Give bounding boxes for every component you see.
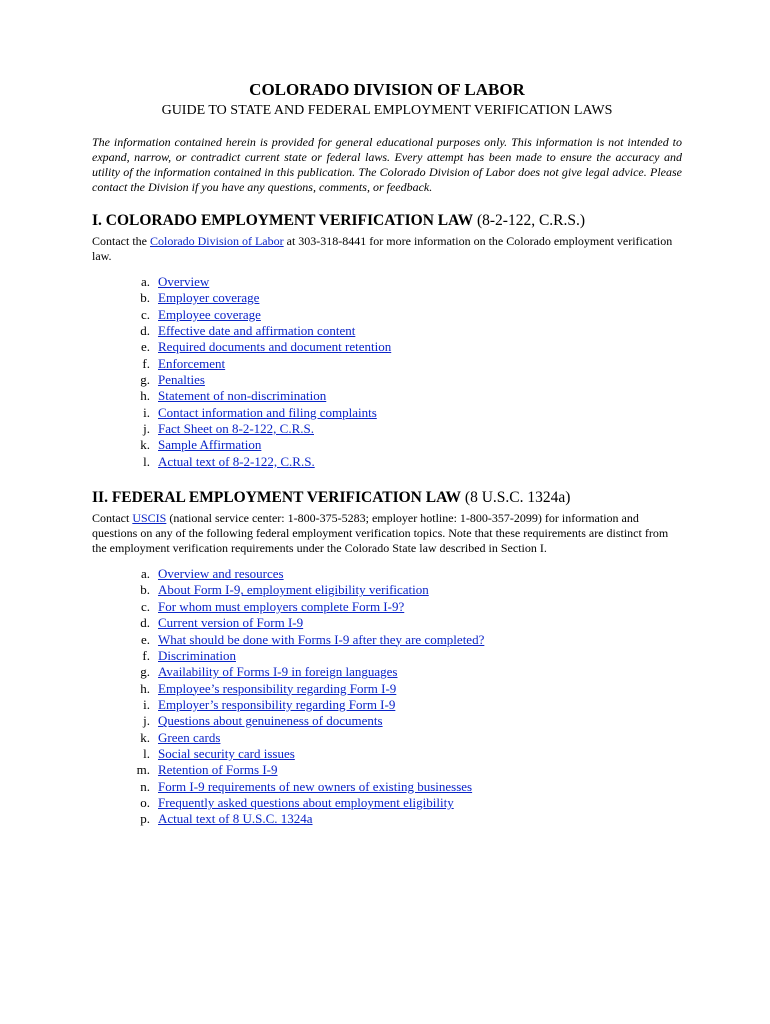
section-2-topic-list (92, 566, 682, 828)
topic-link[interactable]: Employee coverage (158, 306, 261, 322)
section-2-intro-prefix: Contact (92, 511, 133, 526)
topic-link[interactable]: Actual text of 8 U.S.C. 1324a (158, 811, 313, 827)
list-item-marker: d. (140, 615, 150, 631)
topic-link[interactable]: About Form I-9, employment eligibility verification (158, 582, 429, 598)
list-item-marker: b. (140, 582, 150, 598)
topic-link[interactable]: Employer coverage (158, 290, 260, 306)
section-1-intro-suffix: at 303-318-8441 for more information on the Colorado employment verification law. (92, 234, 673, 263)
page-subtitle: GUIDE TO STATE AND FEDERAL EMPLOYMENT VERIFICATION LAWS (161, 103, 613, 118)
list-item (92, 290, 682, 306)
list-item-marker: g. (140, 372, 150, 388)
section-2-citation: (8 U.S.C. 1324a) (464, 489, 571, 507)
topic-link[interactable]: Social security card issues (158, 745, 295, 761)
list-item-marker: b. (140, 290, 150, 306)
list-item (92, 615, 682, 631)
list-item (92, 454, 682, 470)
list-item (92, 323, 682, 339)
topic-link[interactable]: Overview and resources (158, 566, 284, 582)
list-item (92, 372, 682, 388)
list-item-marker: f. (142, 647, 150, 663)
list-item (92, 274, 682, 290)
topic-link[interactable]: Green cards (158, 729, 221, 745)
list-item (92, 648, 682, 664)
page-title: COLORADO DIVISION OF LABOR (249, 80, 525, 99)
topic-link[interactable]: Effective date and affirmation content (158, 323, 356, 339)
document-page (92, 80, 682, 828)
list-item-marker: j. (143, 713, 150, 729)
section-1-intro-prefix: Contact the (92, 234, 150, 248)
topic-link[interactable]: Actual text of 8-2-122, C.R.S. (158, 453, 315, 469)
list-item (92, 388, 682, 404)
list-item (92, 811, 682, 827)
list-item (92, 795, 682, 811)
colorado-division-link[interactable]: Colorado Division of Labor (149, 234, 284, 248)
list-item-marker: j. (143, 421, 150, 437)
list-item (92, 339, 682, 355)
list-item-marker: p. (140, 811, 150, 827)
section-2-intro (92, 511, 682, 556)
list-item (92, 664, 682, 680)
list-item-marker: h. (140, 388, 150, 404)
list-item-marker: m. (136, 762, 150, 778)
topic-link[interactable]: Discrimination (158, 647, 236, 663)
list-item-marker: i. (143, 404, 150, 420)
list-item-marker: a. (140, 566, 150, 582)
list-item-marker: g. (140, 664, 150, 680)
list-item-marker: l. (143, 453, 150, 469)
section-2-heading (92, 489, 682, 507)
list-item-marker: c. (140, 598, 150, 614)
topic-link[interactable]: Retention of Forms I-9 (158, 762, 278, 778)
list-item (92, 730, 682, 746)
list-item (92, 681, 682, 697)
section-1-title: I. COLORADO EMPLOYMENT VERIFICATION LAW (92, 212, 474, 229)
list-item (92, 599, 682, 615)
topic-link[interactable]: Sample Affirmation (158, 437, 262, 453)
topic-link[interactable]: Form I-9 requirements of new owners of existing businesses (158, 778, 473, 794)
list-item (92, 713, 682, 729)
list-item-marker: h. (140, 680, 150, 696)
list-item-marker: n. (140, 778, 150, 794)
topic-link[interactable]: Availability of Forms I-9 in foreign languages (158, 664, 398, 680)
list-item (92, 437, 682, 453)
topic-link[interactable]: Statement of non-discrimination (158, 388, 327, 404)
topic-link[interactable]: Frequently asked questions about employment eligibility (158, 794, 454, 810)
list-item (92, 697, 682, 713)
topic-link[interactable]: Employee’s responsibility regarding Form I-9 (158, 680, 397, 696)
list-item (92, 421, 682, 437)
topic-link[interactable]: Fact Sheet on 8-2-122, C.R.S. (158, 421, 314, 437)
topic-link[interactable]: Contact information and filing complaints (158, 404, 377, 420)
list-item-marker: k. (140, 437, 150, 453)
section-1-intro (92, 234, 682, 264)
list-item-marker: f. (142, 355, 150, 371)
disclaimer-text: The information contained herein is provided for general educational purposes only. This information is not intended to expand, narrow, or contradict current state or federal laws. Every attempt has been made to ensure the accuracy and utility of the information contained in this publication. The Colorado Division of Labor does not give legal advice. Please contact the Division if you have any questions, comments, or feedback. (92, 135, 682, 194)
section-1-citation: (8-2-122, C.R.S.) (476, 212, 586, 229)
list-item-marker: a. (140, 274, 150, 289)
topic-link[interactable]: Current version of Form I-9 (158, 615, 304, 631)
topic-link[interactable]: For whom must employers complete Form I-9? (158, 598, 405, 614)
topic-link[interactable]: Questions about genuineness of documents (158, 713, 383, 729)
uscis-link[interactable]: USCIS (132, 511, 167, 526)
list-item (92, 566, 682, 582)
section-2-intro-suffix: (national service center: 1-800-375-5283; employer hotline: 1-800-357-2099) for information and questions on any of the following federal employment verification topics. Note that these requirements are distinct from the employment verification requirements under the Colorado State law described in Section I. (92, 511, 669, 556)
section-1-heading (92, 212, 682, 230)
list-item (92, 746, 682, 762)
list-item (92, 779, 682, 795)
list-item (92, 356, 682, 372)
topic-link[interactable]: Penalties (158, 372, 205, 388)
list-item-marker: o. (140, 794, 150, 810)
list-item (92, 632, 682, 648)
topic-link[interactable]: Required documents and document retention (158, 339, 392, 355)
list-item-marker: i. (143, 696, 150, 712)
list-item (92, 405, 682, 421)
topic-link[interactable]: Employer’s responsibility regarding Form I-9 (158, 696, 396, 712)
list-item-marker: l. (143, 745, 150, 761)
list-item-marker: d. (140, 323, 150, 339)
list-item (92, 307, 682, 323)
topic-link[interactable]: Enforcement (158, 355, 226, 371)
list-item-marker: k. (140, 729, 150, 745)
list-item-marker: c. (140, 306, 150, 322)
topic-link[interactable]: Overview (158, 274, 210, 289)
section-2-title: II. FEDERAL EMPLOYMENT VERIFICATION LAW (92, 489, 462, 507)
list-item-marker: e. (140, 339, 150, 355)
list-item (92, 582, 682, 598)
topic-link[interactable]: What should be done with Forms I-9 after they are completed? (158, 631, 485, 647)
list-item-marker: e. (140, 631, 150, 647)
section-1-topic-list (92, 274, 682, 470)
list-item (92, 762, 682, 778)
